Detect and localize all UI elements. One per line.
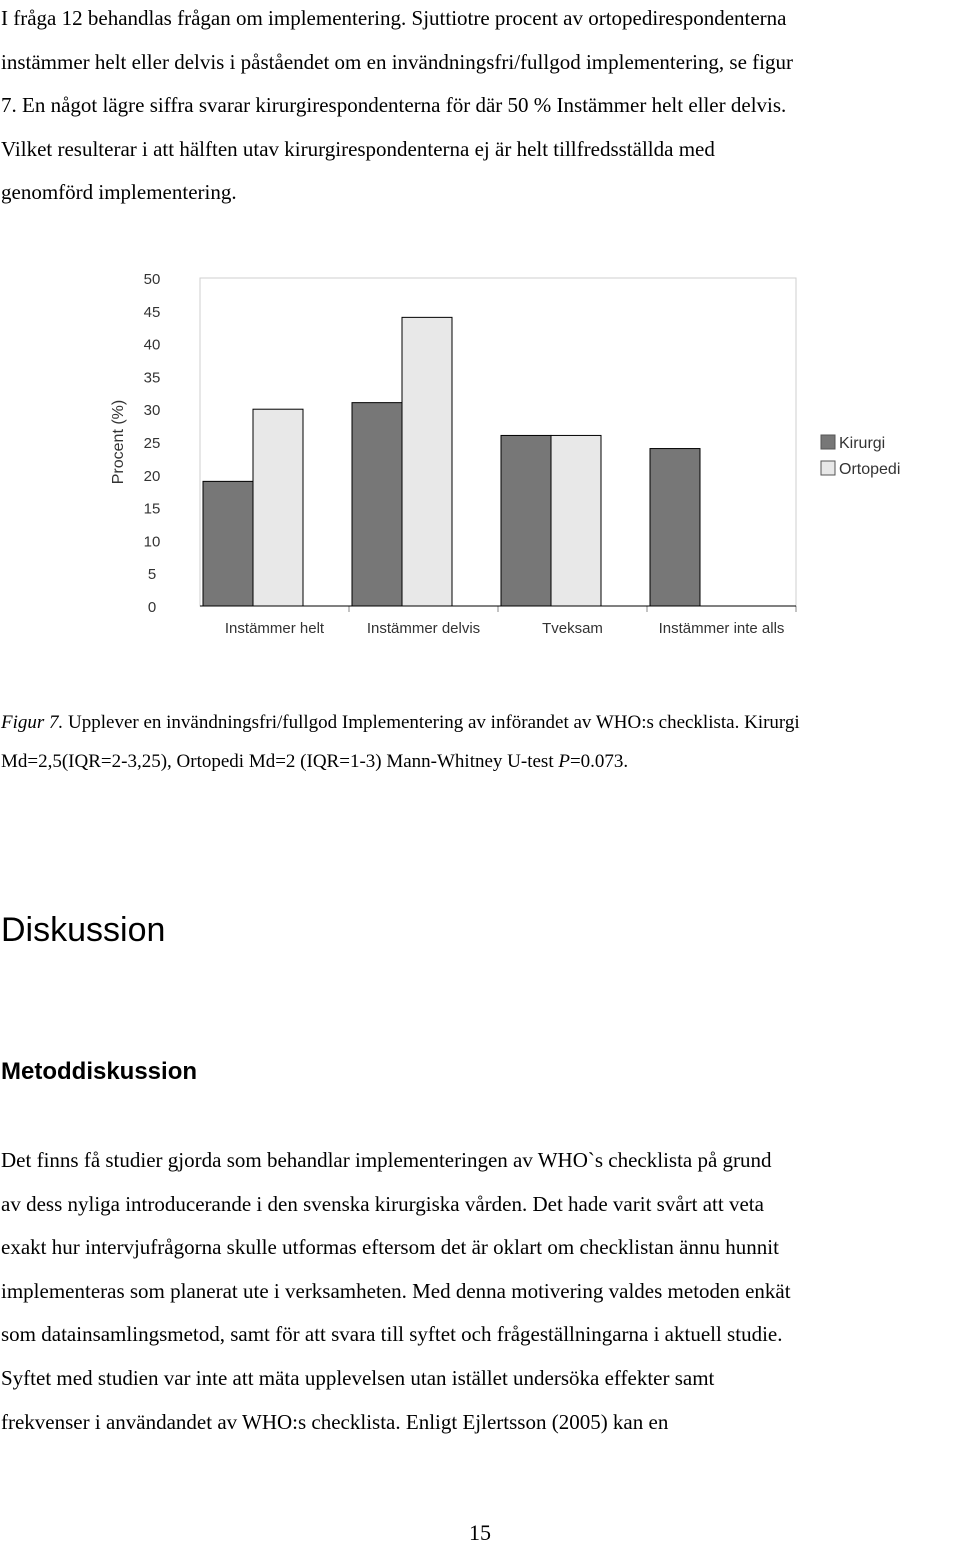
caption-line-2 xyxy=(1,742,959,781)
legend-swatch-ortopedi xyxy=(821,461,835,475)
y-tick-label: 35 xyxy=(143,369,161,387)
y-tick-label: 30 xyxy=(143,402,161,420)
method-line: Syftet med studien var inte att mäta upplevelsen utan istället undersöka effekter samt xyxy=(1,1365,715,1390)
y-tick-label: 20 xyxy=(143,467,161,485)
method-line: frekvenser i användandet av WHO:s checklista. Enligt Ejlertsson (2005) kan en xyxy=(1,1409,669,1434)
method-line: som datainsamlingsmetod, samt för att svara till syftet och frågeställningarna i aktuell studie. xyxy=(1,1322,783,1347)
y-tick-label: 25 xyxy=(143,435,161,452)
figure-label: Figur 7. xyxy=(1,712,64,733)
y-tick-label: 0 xyxy=(147,599,157,616)
method-line: exakt hur intervjufrågorna skulle utformas eftersom det är oklart om checklistan ännu hunnit xyxy=(1,1235,779,1260)
x-category-label: Instämmer inte alls xyxy=(658,620,785,637)
intro-paragraph xyxy=(1,0,959,215)
x-category-label: Instämmer helt xyxy=(224,620,325,637)
bar-kirurgi xyxy=(501,435,551,606)
p-value: =0.073. xyxy=(569,751,629,772)
x-category-label: Tveksam xyxy=(542,620,603,637)
method-paragraph xyxy=(1,1139,959,1444)
intro-line: 7. En något lägre siffra svarar kirurgirespondenterna för där 50 % Instämmer helt eller delvis. xyxy=(1,93,787,118)
method-line: implementeras som planerat ute i verksamheten. Med denna motivering valdes metoden enkät xyxy=(1,1278,791,1303)
y-axis-label: Procent (%) xyxy=(110,399,127,485)
y-tick-label: 15 xyxy=(143,500,161,518)
y-tick-label: 10 xyxy=(143,533,161,551)
intro-line: instämmer helt eller delvis i påståendet om en invändningsfri/fullgod implementering, se figur xyxy=(1,49,793,74)
caption-stats: Md=2,5(IQR=2-3,25), Ortopedi Md=2 (IQR=1-3) Mann-Whitney U-test xyxy=(1,751,559,772)
bar-ortopedi xyxy=(253,409,303,606)
caption-text: Upplever en invändningsfri/fullgod Implementering av införandet av WHO:s checklista. Kirurgi xyxy=(63,712,800,733)
figure-caption xyxy=(1,703,959,781)
bar-kirurgi xyxy=(352,403,402,606)
page-number: 15 xyxy=(469,1520,491,1545)
y-tick-label: 50 xyxy=(143,271,161,288)
heading-diskussion: Diskussion xyxy=(1,911,166,949)
legend-swatch-kirurgi xyxy=(821,435,835,449)
intro-line: I fråga 12 behandlas frågan om implementering. Sjuttiotre procent av ortopedirespondenterna xyxy=(1,6,787,30)
method-line: av dess nyliga introducerande i den svenska kirurgiska vården. Det hade varit svårt att veta xyxy=(1,1191,764,1216)
x-category-label: Instämmer delvis xyxy=(366,620,481,637)
bar-kirurgi xyxy=(203,481,253,606)
y-tick-label: 40 xyxy=(143,336,161,354)
bar-ortopedi xyxy=(402,317,452,606)
y-tick-label: 5 xyxy=(147,566,157,584)
bar-kirurgi xyxy=(650,449,700,606)
intro-line: genomförd implementering. xyxy=(1,180,237,205)
legend-label-ortopedi: Ortopedi xyxy=(839,461,901,478)
y-tick-label: 45 xyxy=(143,303,161,321)
legend-label-kirurgi: Kirurgi xyxy=(839,435,886,452)
intro-line: Vilket resulterar i att hälften utav kirurgirespondenterna ej är helt tillfredsställda med xyxy=(1,136,715,161)
caption-line-1 xyxy=(1,703,959,742)
heading-metoddiskussion: Metoddiskussion xyxy=(1,1058,198,1085)
p-symbol: P xyxy=(558,751,570,772)
method-line: Det finns få studier gjorda som behandlar implementeringen av WHO`s checklista på grund xyxy=(1,1148,772,1172)
figure-7-chart xyxy=(0,255,960,655)
bar-ortopedi xyxy=(551,435,601,606)
bar-chart-svg xyxy=(0,255,960,655)
